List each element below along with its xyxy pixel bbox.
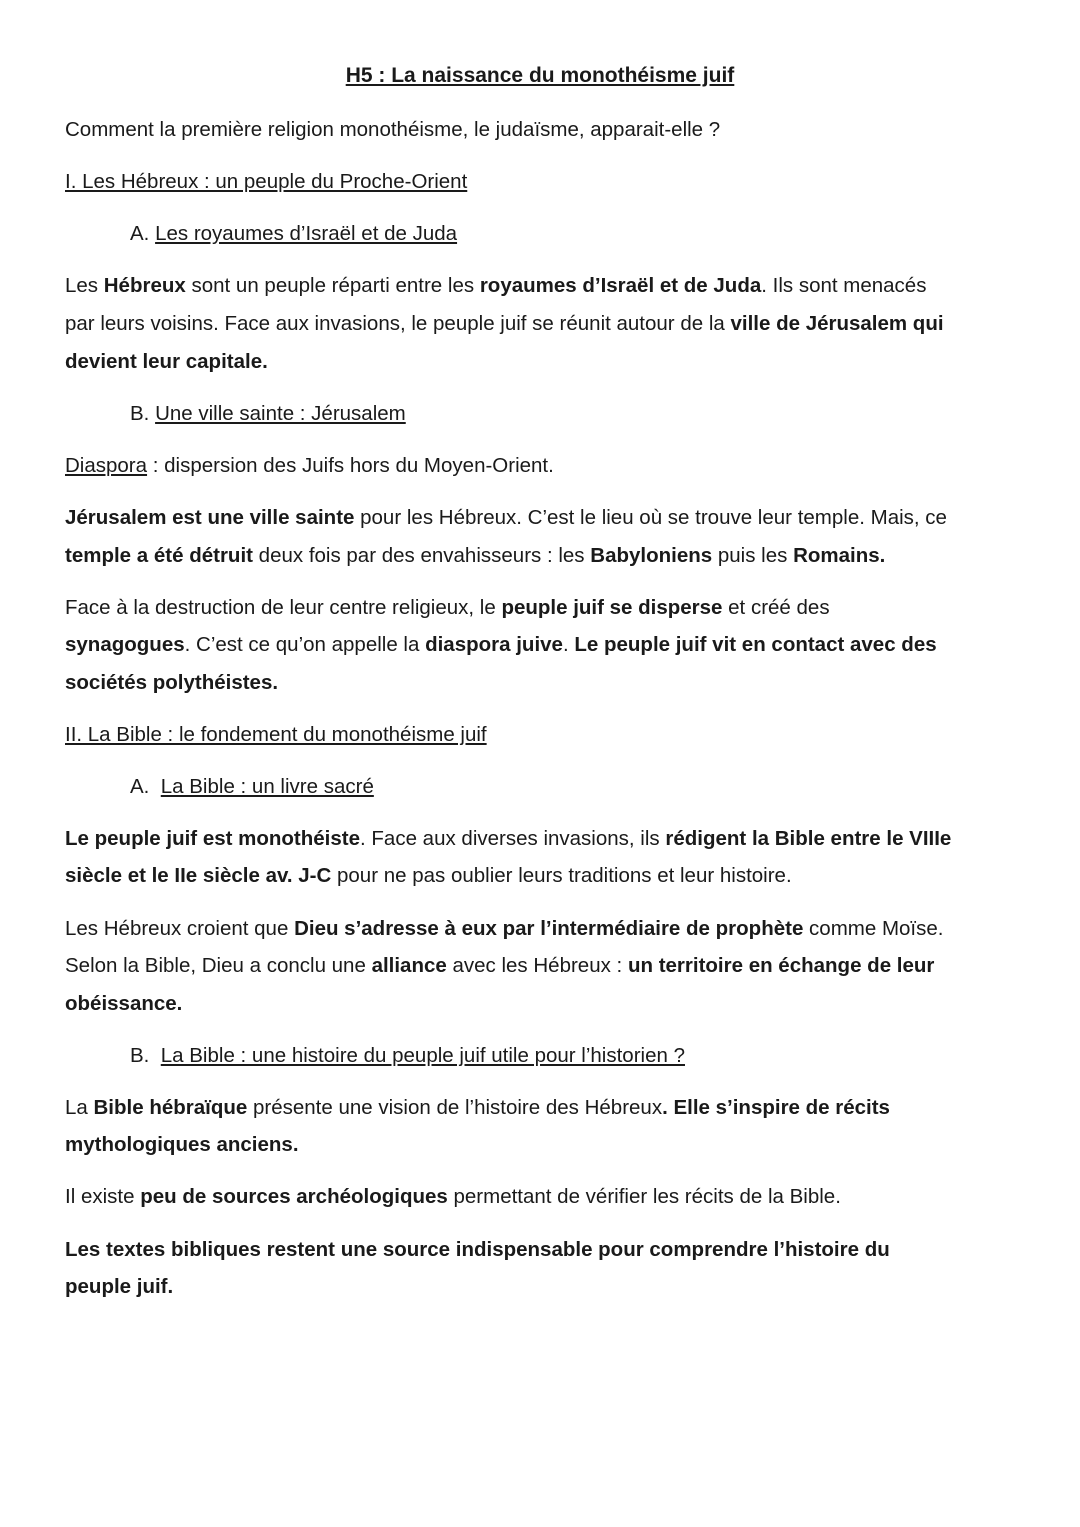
section-letter: B. — [130, 1044, 161, 1067]
text: comme Moïse. — [803, 917, 944, 940]
text: Selon la Bible, Dieu a conclu une — [65, 954, 372, 977]
bold-text: Romains. — [793, 544, 886, 567]
section-1a-heading — [130, 222, 457, 246]
bold-text: mythologiques anciens. — [65, 1133, 299, 1156]
paragraph-line — [65, 312, 944, 336]
bold-text: diaspora juive — [425, 633, 563, 656]
bold-text: Le peuple juif est monothéiste — [65, 827, 361, 850]
text: La — [65, 1096, 94, 1119]
bold-text: un territoire en échange de leur — [627, 954, 935, 977]
section-title: Les royaumes d’Israël et de Juda — [155, 222, 458, 245]
text: deux fois par des envahisseurs : les — [252, 544, 591, 567]
text: Les Hébreux croient que — [65, 917, 295, 940]
paragraph-line — [65, 671, 278, 695]
text: avec les Hébreux : — [446, 954, 628, 977]
bold-text: . Elle s’inspire de récits — [662, 1096, 890, 1119]
bold-text: siècle et le IIe siècle av. J-C — [65, 864, 332, 887]
section-2a-heading — [130, 775, 374, 799]
bold-text: Le peuple juif vit en contact avec des — [574, 633, 937, 656]
paragraph-line — [65, 1133, 299, 1157]
paragraph-line — [65, 633, 937, 657]
section-title: La Bible : un livre sacré — [160, 775, 374, 798]
section-2b-heading — [130, 1044, 685, 1068]
paragraph-line — [65, 954, 934, 978]
paragraph-line — [65, 992, 182, 1016]
text: présente une vision de l’histoire des Hébreux — [247, 1096, 663, 1119]
section-1b-heading — [130, 402, 406, 426]
section-letter: A. — [130, 775, 161, 798]
definition-term: Diaspora — [65, 454, 148, 477]
bold-text: peuple juif. — [65, 1275, 174, 1298]
text: Il existe — [65, 1185, 141, 1208]
paragraph-line — [65, 827, 951, 851]
text: par leurs voisins. Face aux invasions, le peuple juif se réunit autour de la — [65, 312, 731, 335]
definition-text: : dispersion des Juifs hors du Moyen-Orient. — [147, 454, 554, 477]
part-2-heading: II. La Bible : le fondement du monothéisme juif — [65, 723, 487, 746]
text: permettant de vérifier les récits de la Bible. — [447, 1185, 841, 1208]
text: . — [562, 633, 575, 656]
text: . C’est ce qu’on appelle la — [184, 633, 426, 656]
definition-diaspora — [65, 454, 554, 478]
bold-text: devient leur capitale. — [65, 350, 268, 373]
paragraph-line — [65, 596, 830, 620]
paragraph-line — [65, 1096, 890, 1120]
bold-text: royaumes d’Israël et de Juda — [479, 274, 762, 297]
paragraph-2b-2 — [65, 1185, 841, 1209]
paragraph-line — [65, 864, 792, 888]
text: pour les Hébreux. C’est le lieu où se trouve leur temple. Mais, ce — [354, 506, 947, 529]
bold-text: synagogues — [65, 633, 185, 656]
paragraph-line — [65, 350, 268, 374]
paragraph-line — [65, 1275, 173, 1299]
bold-text: peu de sources archéologiques — [140, 1185, 448, 1208]
text: et créé des — [722, 596, 830, 619]
bold-text: sociétés polythéistes. — [65, 671, 279, 694]
text: pour ne pas oublier leurs traditions et leur histoire. — [331, 864, 792, 887]
section-letter: B. — [130, 402, 156, 425]
bold-text: Dieu s’adresse à eux par l’intermédiaire de prophète — [294, 917, 804, 940]
text: sont un peuple réparti entre les — [185, 274, 480, 297]
intro-question: Comment la première religion monothéisme, le judaïsme, apparait-elle ? — [65, 118, 721, 141]
bold-text: Les textes bibliques restent une source indispensable pour comprendre l’histoire du — [65, 1238, 890, 1261]
page-title: H5 : La naissance du monothéisme juif — [345, 64, 735, 87]
text: Face à la destruction de leur centre religieux, le — [65, 596, 502, 619]
part-1-heading: I. Les Hébreux : un peuple du Proche-Orient — [65, 170, 468, 193]
bold-text: ville de Jérusalem qui — [730, 312, 944, 335]
text: . Face aux diverses invasions, ils — [360, 827, 666, 850]
paragraph-line — [65, 1238, 890, 1262]
text: Les — [65, 274, 104, 297]
text: puis les — [712, 544, 794, 567]
paragraph-line — [65, 274, 926, 298]
section-letter: A. — [130, 222, 156, 245]
paragraph-line — [65, 544, 885, 568]
bold-text: Hébreux — [103, 274, 186, 297]
bold-text: peuple juif se disperse — [501, 596, 723, 619]
text: . Ils sont menacés — [761, 274, 927, 297]
paragraph-line — [65, 506, 947, 530]
bold-text: temple a été détruit — [65, 544, 253, 567]
section-title: La Bible : une histoire du peuple juif utile pour l’historien ? — [160, 1044, 685, 1067]
bold-text: Bible hébraïque — [93, 1096, 248, 1119]
section-title: Une ville sainte : Jérusalem — [155, 402, 406, 425]
bold-text: rédigent la Bible entre le VIIIe — [665, 827, 952, 850]
paragraph-line — [65, 917, 943, 941]
bold-text: Babyloniens — [590, 544, 713, 567]
bold-text: obéissance. — [65, 992, 183, 1015]
bold-text: Jérusalem est une ville sainte — [65, 506, 355, 529]
bold-text: alliance — [371, 954, 447, 977]
